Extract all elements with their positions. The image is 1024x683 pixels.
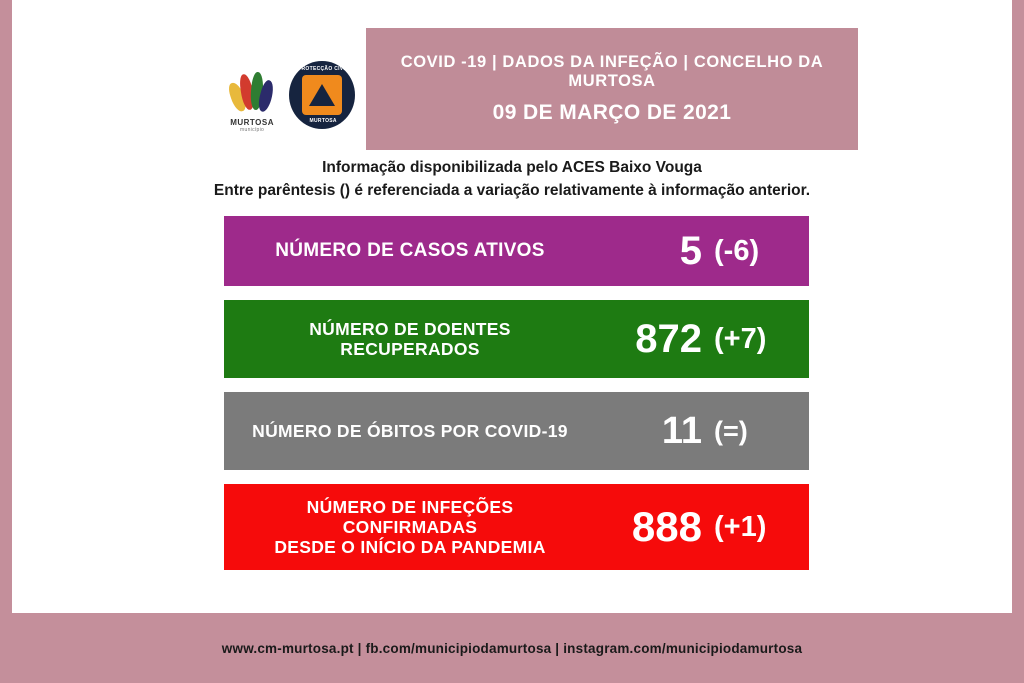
stat-value-total-infections: 888 bbox=[631, 503, 702, 550]
civil-protection-triangle-icon bbox=[302, 75, 342, 115]
footer-links-text: www.cm-murtosa.pt | fb.com/municipiodamurtosa | instagram.com/municipiodamurtosa bbox=[221, 640, 803, 656]
civil-protection-top-text: PROTECÇÃO CIVIL bbox=[297, 66, 349, 72]
stat-row-recovered bbox=[224, 300, 809, 378]
stat-label-total-infections bbox=[224, 497, 582, 557]
footer-bar bbox=[0, 613, 1024, 683]
stat-row-total-infections bbox=[224, 484, 809, 570]
stat-value-deaths: 11 bbox=[661, 409, 702, 452]
statistics-list bbox=[224, 216, 809, 584]
stat-value-recovered: 872 bbox=[635, 316, 702, 361]
info-source-line: Informação disponibilizada pelo ACES Baixo Vouga bbox=[322, 159, 702, 176]
stat-label-total-infections-line1: NÚMERO DE INFEÇÕES CONFIRMADAS bbox=[306, 496, 514, 537]
murtosa-municipality-logo bbox=[225, 57, 279, 133]
civil-protection-bottom-text: MURTOSA bbox=[309, 118, 337, 124]
logo-group bbox=[225, 56, 355, 134]
left-edge-bar bbox=[0, 0, 12, 683]
stat-delta-active-cases: (-6) bbox=[714, 234, 760, 267]
stat-label-recovered: NÚMERO DE DOENTES RECUPERADOS bbox=[309, 318, 511, 359]
murtosa-logo-subtitle: município bbox=[240, 127, 265, 133]
stat-label-deaths: NÚMERO DE ÓBITOS POR COVID-19 bbox=[252, 420, 568, 441]
stat-delta-deaths: (=) bbox=[714, 415, 748, 446]
stat-label-active-cases: NÚMERO DE CASOS ATIVOS bbox=[275, 240, 545, 262]
stat-row-active-cases bbox=[224, 216, 809, 286]
info-variation-line: Entre parêntesis () é referenciada a variação relativamente à informação anterior. bbox=[213, 182, 811, 199]
civil-protection-logo bbox=[289, 61, 355, 129]
murtosa-emblem-icon bbox=[229, 72, 275, 116]
header-banner bbox=[366, 28, 858, 150]
murtosa-logo-name: MURTOSA bbox=[230, 118, 274, 127]
stat-label-total-infections-line2: DESDE O INÍCIO DA PANDEMIA bbox=[274, 537, 546, 558]
stat-delta-total-infections: (+1) bbox=[714, 510, 767, 543]
stat-value-active-cases: 5 bbox=[679, 228, 702, 273]
header-title: COVID -19 | DADOS DA INFEÇÃO | CONCELHO DA MURTOSA bbox=[400, 53, 824, 90]
stat-delta-recovered: (+7) bbox=[714, 322, 767, 355]
right-edge-bar bbox=[1012, 0, 1024, 683]
header-date: 09 DE MARÇO DE 2021 bbox=[492, 101, 732, 124]
stat-row-deaths bbox=[224, 392, 809, 470]
info-note bbox=[0, 156, 1024, 202]
